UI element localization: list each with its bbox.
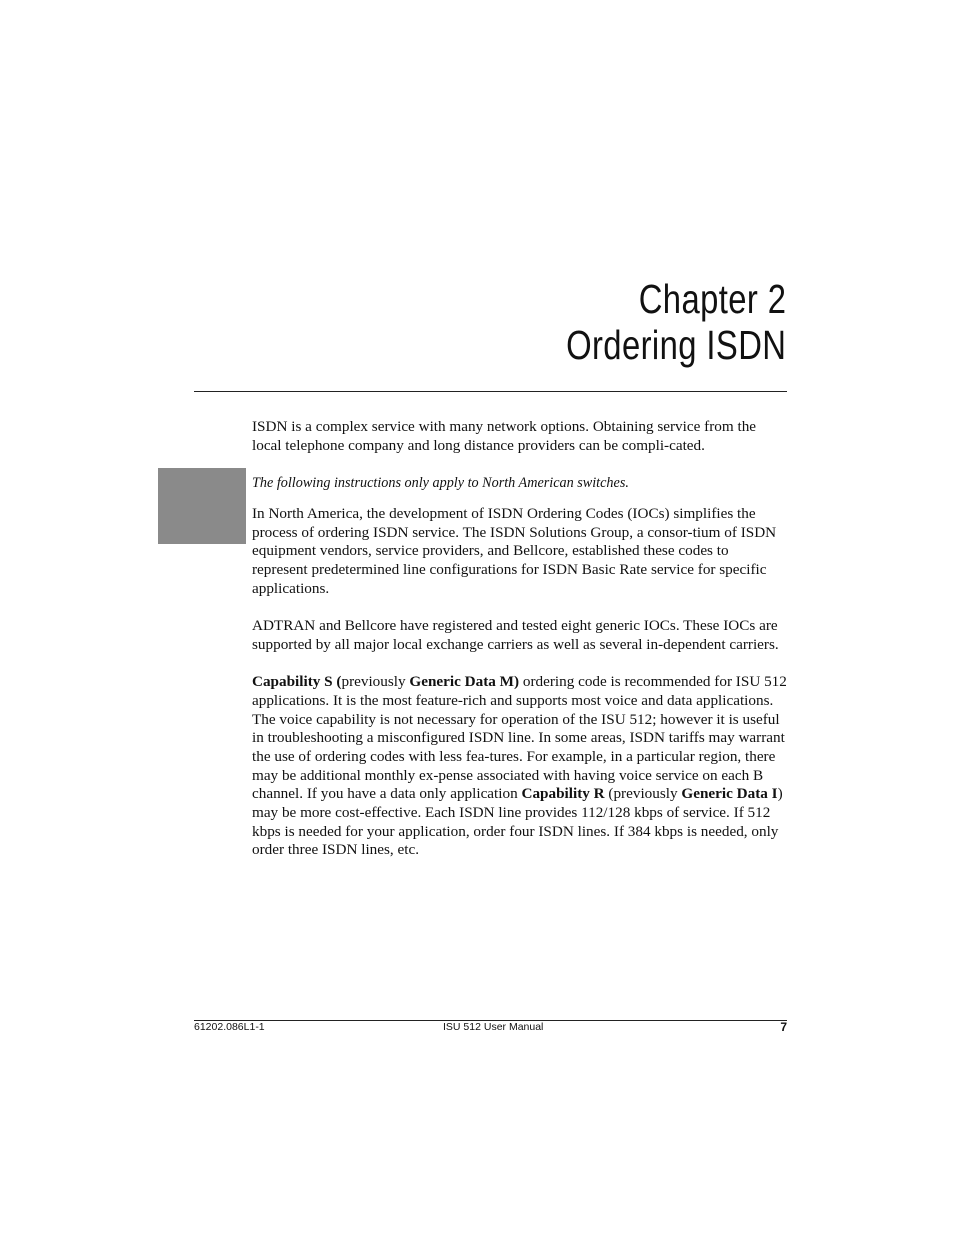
generic-data-m-label: Generic Data M) bbox=[409, 673, 520, 691]
body-text bbox=[252, 418, 787, 879]
chapter-title: Ordering ISDN bbox=[565, 322, 786, 368]
chapter-number: Chapter 2 bbox=[638, 276, 786, 322]
chapter-tab-marker bbox=[158, 468, 246, 544]
capability-paragraph: Capability S (previously Generic Data M) ordering code is recommended for ISU 512 applications. It is the most feature-rich and supports most voice and data applications. The voice capability is not necessary for operation of the ISU 512; however it is useful in troubleshooting a misconfigured ISDN line. In some areas, ISDN tariffs may warrant the use of ordering codes with less fea-tures. For example, in a particular region, there may be additional monthly ex-pense associated with having voice service on each B channel. If you have a data only application Capability R (previously Generic Data I) may be more cost-effective. Each ISDN line provides 112/128 kbps of service. If 512 kbps is needed for your application, order four ISDN lines. If 384 kbps is needed, only order three ISDN lines, etc. bbox=[252, 673, 787, 859]
ioc-paragraph: In North America, the development of ISDN Ordering Codes (IOCs) simplifies the process of ordering ISDN service. The ISDN Solutions Group, a consor-tium of ISDN equipment vendors, service providers, and Bellcore, established these codes to represent predetermined line configurations for ISDN Basic Rate service for specific applications. bbox=[252, 504, 777, 597]
footer-manual-title: ISU 512 User Manual bbox=[443, 1021, 544, 1033]
intro-paragraph: ISDN is a complex service with many network options. Obtaining service from the local telephone company and long distance providers can be compli-cated. bbox=[252, 418, 757, 454]
north-america-note: The following instructions only apply to North American switches. bbox=[252, 475, 629, 492]
footer-doc-number: 61202.086L1-1 bbox=[194, 1021, 265, 1033]
chapter-heading bbox=[566, 276, 786, 368]
capability-s-label: Capability S ( bbox=[252, 673, 342, 691]
heading-divider bbox=[194, 391, 787, 392]
generic-data-i-label: Generic Data I bbox=[681, 785, 778, 803]
capability-r-label: Capability R bbox=[521, 785, 605, 803]
footer-page-number: 7 bbox=[780, 1020, 787, 1034]
adtran-paragraph: ADTRAN and Bellcore have registered and tested eight generic IOCs. These IOCs are supported by all major local exchange carriers as well as several in-dependent carriers. bbox=[252, 617, 779, 653]
